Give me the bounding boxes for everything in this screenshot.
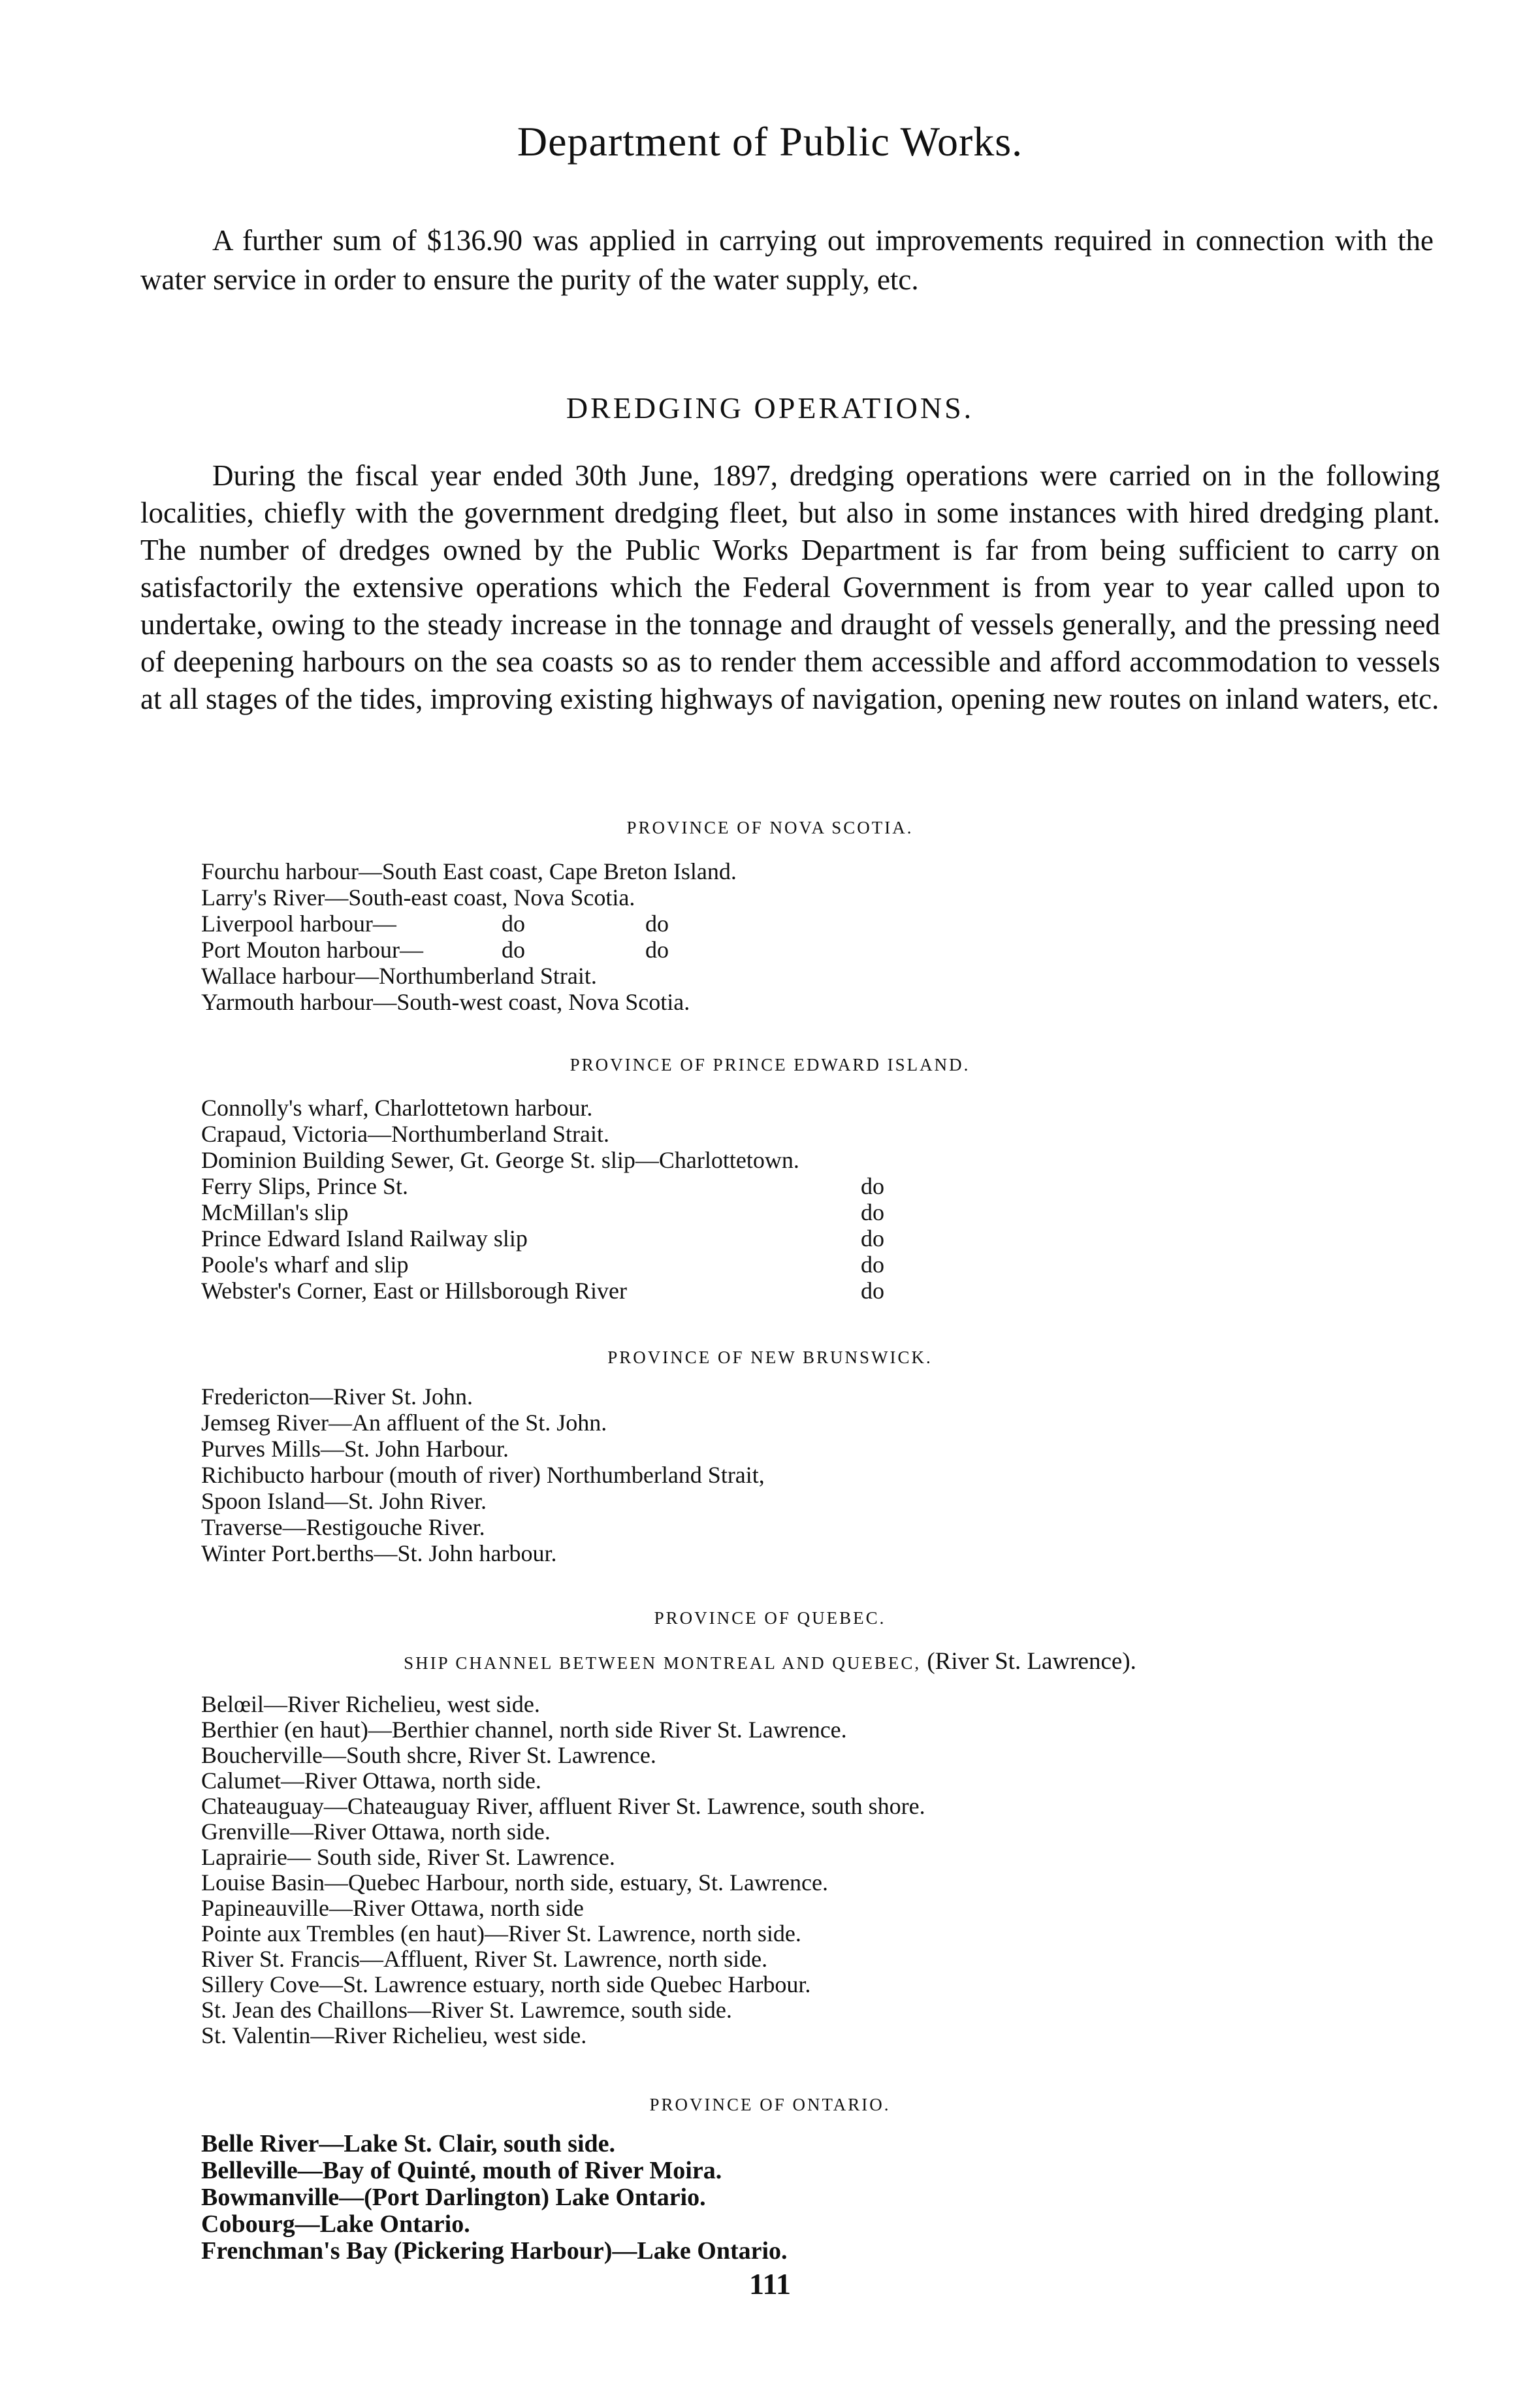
list-item: Winter Port.berths—St. John harbour. — [201, 1540, 557, 1566]
list-item: Boucherville—South shcre, River St. Lawrence. — [201, 1742, 656, 1768]
province-heading-nova-scotia: PROVINCE OF NOVA SCOTIA. — [626, 818, 914, 837]
intro-paragraph: A further sum of $136.90 was applied in carrying out improvements required in connection with the water service in order to ensure the purity of the water supply, etc. — [140, 224, 1434, 296]
ontario-list — [201, 2131, 1311, 2265]
ditto-mark: do — [861, 1173, 884, 1199]
list-item: Spoon Island—St. John River. — [201, 1488, 487, 1514]
list-item: Belle River—Lake St. Clair, south side. — [201, 2130, 616, 2157]
list-item: Chateauguay—Chateauguay River, affluent River St. Lawrence, south shore. — [201, 1793, 925, 1819]
ditto-mark: do — [861, 1199, 884, 1225]
quebec-list — [201, 1692, 1311, 2048]
list-item: Grenville—River Ottawa, north side. — [201, 1818, 551, 1845]
list-item: Connolly's wharf, Charlottetown harbour. — [201, 1095, 593, 1121]
list-item: Prince Edward Island Railway slip do — [201, 1225, 884, 1252]
list-item: St. Jean des Chaillons—River St. Lawremce, south side. — [201, 1997, 732, 2023]
list-item: Poole's wharf and slip do — [201, 1252, 884, 1278]
list-item: Webster's Corner, East or Hillsborough River do — [201, 1278, 884, 1304]
list-item: Dominion Building Sewer, Gt. George St. slip—Charlottetown. — [201, 1147, 799, 1173]
ditto-mark: do — [861, 1225, 884, 1252]
ditto-mark: do — [502, 937, 525, 963]
dredging-heading: DREDGING OPERATIONS. — [566, 391, 974, 425]
list-item: McMillan's slip do — [201, 1199, 884, 1225]
list-item: Fourchu harbour—South East coast, Cape Breton Island. — [201, 858, 737, 884]
list-item: Purves Mills—St. John Harbour. — [201, 1436, 509, 1462]
list-item: Jemseg River—An affluent of the St. John. — [201, 1410, 607, 1436]
list-item: Sillery Cove—St. Lawrence estuary, north side Quebec Harbour. — [201, 1971, 811, 1997]
page-header: Department of Public Works. — [517, 118, 1023, 165]
list-item: Port Mouton harbour— do do — [201, 937, 669, 963]
list-item: Cobourg—Lake Ontario. — [201, 2210, 470, 2238]
ditto-mark: do — [861, 1278, 884, 1304]
list-item: Pointe aux Trembles (en haut)—River St. Lawrence, north side. — [201, 1920, 801, 1947]
list-item: Richibucto harbour (mouth of river) Northumberland Strait, — [201, 1462, 765, 1488]
list-item: Traverse—Restigouche River. — [201, 1514, 485, 1540]
list-item: Liverpool harbour— do do — [201, 911, 669, 937]
ditto-mark: do — [645, 937, 669, 963]
list-item: Berthier (en haut)—Berthier channel, north side River St. Lawrence. — [201, 1717, 847, 1743]
list-item: Ferry Slips, Prince St. do — [201, 1173, 884, 1199]
list-item: Crapaud, Victoria—Northumberland Strait. — [201, 1121, 610, 1147]
list-item: Bowmanville—(Port Darlington) Lake Ontario. — [201, 2184, 706, 2211]
list-item: Yarmouth harbour—South-west coast, Nova Scotia. — [201, 989, 690, 1015]
list-item: Frenchman's Bay (Pickering Harbour)—Lake Ontario. — [201, 2237, 788, 2265]
list-item: Belœil—River Richelieu, west side. — [201, 1691, 540, 1717]
province-heading-new-brunswick: PROVINCE OF NEW BRUNSWICK. — [607, 1348, 933, 1367]
ditto-mark: do — [502, 911, 525, 937]
page-number: 111 — [749, 2267, 791, 2301]
quebec-subheading: SHIP CHANNEL BETWEEN MONTREAL AND QUEBEC, (River St. Lawrence). — [404, 1648, 1136, 1675]
list-item: Papineauville—River Ottawa, north side — [201, 1895, 584, 1921]
list-item: Louise Basin—Quebec Harbour, north side, estuary, St. Lawrence. — [201, 1869, 828, 1896]
pei-list — [201, 1095, 1311, 1304]
province-heading-pei: PROVINCE OF PRINCE EDWARD ISLAND. — [569, 1055, 971, 1074]
list-item: Calumet—River Ottawa, north side. — [201, 1768, 541, 1794]
list-item: River St. Francis—Affluent, River St. Lawrence, north side. — [201, 1946, 768, 1972]
province-heading-ontario: PROVINCE OF ONTARIO. — [649, 2095, 891, 2114]
list-item: Laprairie— South side, River St. Lawrence. — [201, 1844, 615, 1870]
list-item: Wallace harbour—Northumberland Strait. — [201, 963, 597, 989]
nova-scotia-list — [201, 858, 1311, 1015]
list-item: Larry's River—South-east coast, Nova Scotia. — [201, 884, 635, 911]
list-item: St. Valentin—River Richelieu, west side. — [201, 2022, 587, 2048]
ditto-mark: do — [861, 1252, 884, 1278]
province-heading-quebec: PROVINCE OF QUEBEC. — [654, 1608, 886, 1628]
new-brunswick-list — [201, 1383, 1311, 1566]
ditto-mark: do — [645, 911, 669, 937]
list-item: Fredericton—River St. John. — [201, 1383, 473, 1410]
list-item: Belleville—Bay of Quinté, mouth of River Moira. — [201, 2157, 722, 2184]
dredging-paragraph: During the fiscal year ended 30th June, 1897, dredging operations were carried on in the following localities, chiefly with the government dredging fleet, but also in some instances with hired dredging plant. The number of dredges owned by the Public Works Department is far from being sufficient to carry on satisfactorily the extensive operations which the Federal Government is from year to year called upon to undertake, owing to the steady increase in the tonnage and draught of vessels generally, and the pressing need of deepening harbours on the sea coasts so as to render them accessible and afford accommodation to vessels at all stages of the tides, improving existing highways of navigation, opening new routes on inland waters, etc. — [140, 459, 1440, 715]
